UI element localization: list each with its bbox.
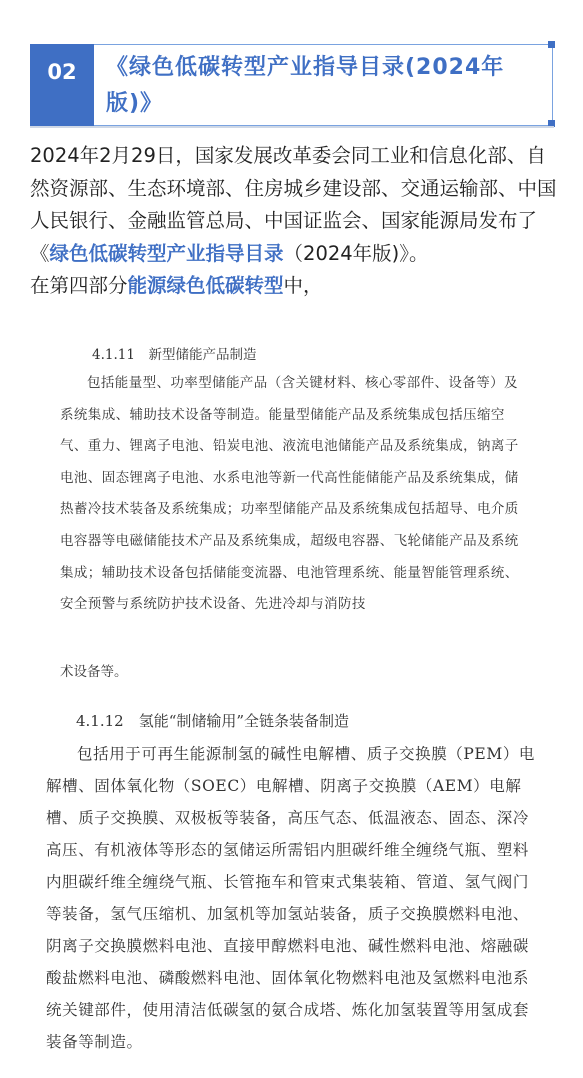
subsection-title-4-1-12: 4.1.12 氢能“制储输用”全链条装备制造 (76, 712, 350, 730)
section-title: 《绿色低碳转型产业指导目录(2024年版)》 (106, 55, 505, 116)
intro-paragraph (30, 140, 560, 303)
section-number-badge (30, 44, 94, 126)
subsection-body-4-1-12: 包括用于可再生能源制氢的碱性电解槽、质子交换膜（PEM）电解槽、固体氧化物（SOEC）电解槽、阴离子交换膜（AEM）电解槽、质子交换膜、双极板等装备，高压气态、低温液态、固态、深冷高压、有机液体等形态的氢储运所需铝内胆碳纤维全缠绕气瓶、塑料内胆碳纤维全缠绕气瓶、长管拖车和管束式集装箱、管道、氢气阀门等装备，氢气压缩机、加氢机等加氢站装备，质子交换膜燃料电池、阴离子交换膜燃料电池、直接甲醇燃料电池、碱性燃料电池、熔融碳酸盐燃料电池、磷酸燃料电池、固体氧化物燃料电池及氢燃料电池系统关键部件，使用清洁低碳氢的氨合成塔、炼化加氢装置等用氢成套装备等制造。 (46, 745, 536, 1051)
section-header (30, 44, 554, 126)
intro-line2: 在第四部分 (30, 274, 128, 297)
intro-text: 2024年2月29日，国家发展改革委会同工业和信息化部、自然资源部、生态环境部、住房城乡建设部、交通运输部、中国人民银行、金融监管总局、中国证监会、国家能源局发布了《 (30, 144, 557, 265)
header-divider (30, 126, 554, 128)
intro-line2-highlight: 能源绿色低碳转型 (127, 274, 284, 297)
intro-text-end: （2024年版)》。 (283, 241, 429, 265)
intro-line2-end: 中， (283, 274, 323, 297)
subsection-title-4-1-11: 4.1.11 新型储能产品制造 (92, 347, 257, 363)
subsection-body-4-1-11-last-line: 术设备等。 (60, 664, 128, 680)
subsection-body-4-1-11: 包括能量型、功率型储能产品（含关键材料、核心零部件、设备等）及系统集成、辅助技术设备等制造。能量型储能产品及系统集成包括压缩空气、重力、锂离子电池、铅炭电池、液流电池储能产品及系统集成，钠离子电池、固态锂离子电池、水系电池等新一代高性能储能产品及系统集成，储热蓄冷技术装备及系统集成；功率型储能产品及系统集成包括超导、电介质电容器等电磁储能技术产品及系统集成，超级电容器、飞轮储能产品及系统集成；辅助技术设备包括储能变流器、电池管理系统、能量智能管理系统、安全预警与系统防护技术设备、先进冷却与消防技 (60, 375, 519, 613)
section-number: 02 (47, 60, 77, 84)
frame-corner-top (548, 41, 555, 48)
intro-highlight-title: 绿色低碳转型产业指导目录 (49, 241, 284, 265)
